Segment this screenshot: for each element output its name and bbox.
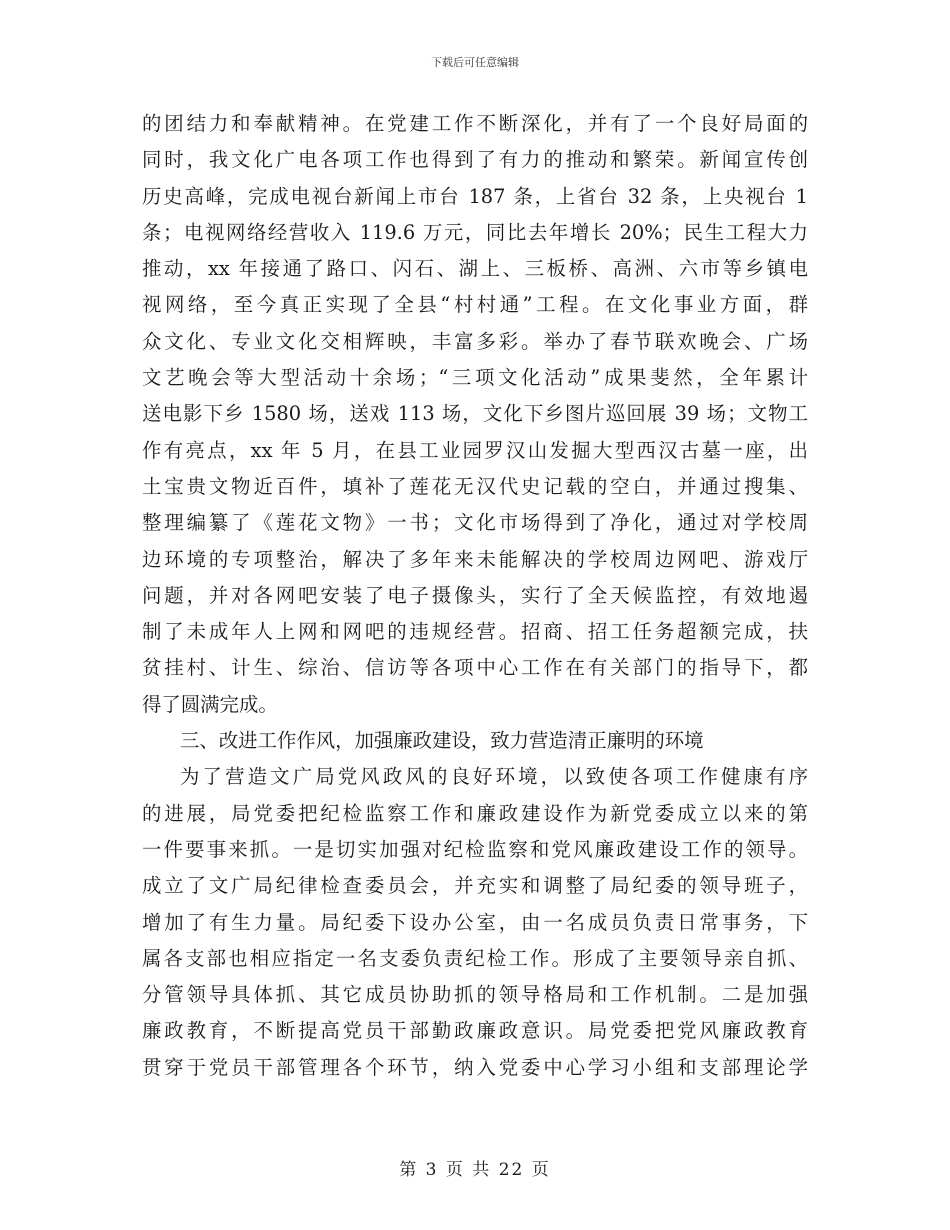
text-line: 推动，xx 年接通了路口、闪石、湖上、三板桥、高洲、六市等乡镇电	[142, 257, 808, 281]
text-line: 边环境的专项整治，解决了多年来未能解决的学校周边网吧、游戏厅	[142, 547, 808, 571]
text-line: 整理编纂了《莲花文物》一书；文化市场得到了净化，通过对学校周	[142, 511, 808, 535]
document-body	[142, 106, 808, 1086]
text-line: 属各支部也相应指定一名支委负责纪检工作。形成了主要领导亲自抓、	[142, 946, 808, 970]
text-line: 问题，并对各网吧安装了电子摄像头，实行了全天候监控，有效地遏	[142, 583, 808, 607]
text-line: 制了未成年人上网和网吧的违规经营。招商、招工任务超额完成，扶	[142, 620, 808, 644]
text-line: 文艺晚会等大型活动十余场；“三项文化活动”成果斐然，全年累计	[142, 366, 808, 390]
page-number: 第 3 页 共 22 页	[399, 1160, 551, 1180]
text-line: 土宝贵文物近百件，填补了莲花无汉代史记载的空白，并通过搜集、	[142, 474, 808, 498]
text-line: 同时，我文化广电各项工作也得到了有力的推动和繁荣。新闻宣传创	[142, 148, 808, 172]
text-line: 为了营造文广局党风政风的良好环境，以致使各项工作健康有序	[180, 765, 808, 789]
text-line: 众文化、专业文化交相辉映，丰富多彩。举办了春节联欢晚会、广场	[142, 329, 808, 353]
text-line: 增加了有生力量。局纪委下设办公室，由一名成员负责日常事务，下	[142, 910, 808, 934]
text-line: 作有亮点，xx 年 5 月，在县工业园罗汉山发掘大型西汉古墓一座，出	[142, 438, 808, 462]
text-line: 视网络，至今真正实现了全县“村村通”工程。在文化事业方面，群	[142, 293, 808, 317]
page-header-note: 下载后可任意编辑	[431, 56, 519, 69]
text-line: 历史高峰，完成电视台新闻上市台 187 条，上省台 32 条，上央视台 1	[142, 184, 808, 208]
text-line: 的进展，局党委把纪检监察工作和廉政建设作为新党委成立以来的第	[142, 801, 808, 825]
section-heading: 三、改进工作作风，加强廉政建设，致力营造清正廉明的环境	[180, 729, 704, 753]
text-line: 贫挂村、计生、综治、信访等各项中心工作在有关部门的指导下，都	[142, 656, 808, 680]
text-line: 条；电视网络经营收入 119.6 万元，同比去年增长 20%；民生工程大力	[142, 220, 808, 244]
text-line: 一件要事来抓。一是切实加强对纪检监察和党风廉政建设工作的领导。	[142, 837, 808, 861]
text-line: 得了圆满完成。	[142, 692, 278, 716]
text-line: 廉政教育，不断提高党员干部勤政廉政意识。局党委把党风廉政教育	[142, 1019, 808, 1043]
text-line: 成立了文广局纪律检查委员会，并充实和调整了局纪委的领导班子，	[142, 874, 808, 898]
text-line: 贯穿于党员干部管理各个环节，纳入党委中心学习小组和支部理论学	[142, 1055, 808, 1079]
text-line: 送电影下乡 1580 场，送戏 113 场，文化下乡图片巡回展 39 场；文物工	[142, 402, 808, 426]
text-line: 分管领导具体抓、其它成员协助抓的领导格局和工作机制。二是加强	[142, 983, 808, 1007]
text-line: 的团结力和奉献精神。在党建工作不断深化，并有了一个良好局面的	[142, 112, 808, 135]
